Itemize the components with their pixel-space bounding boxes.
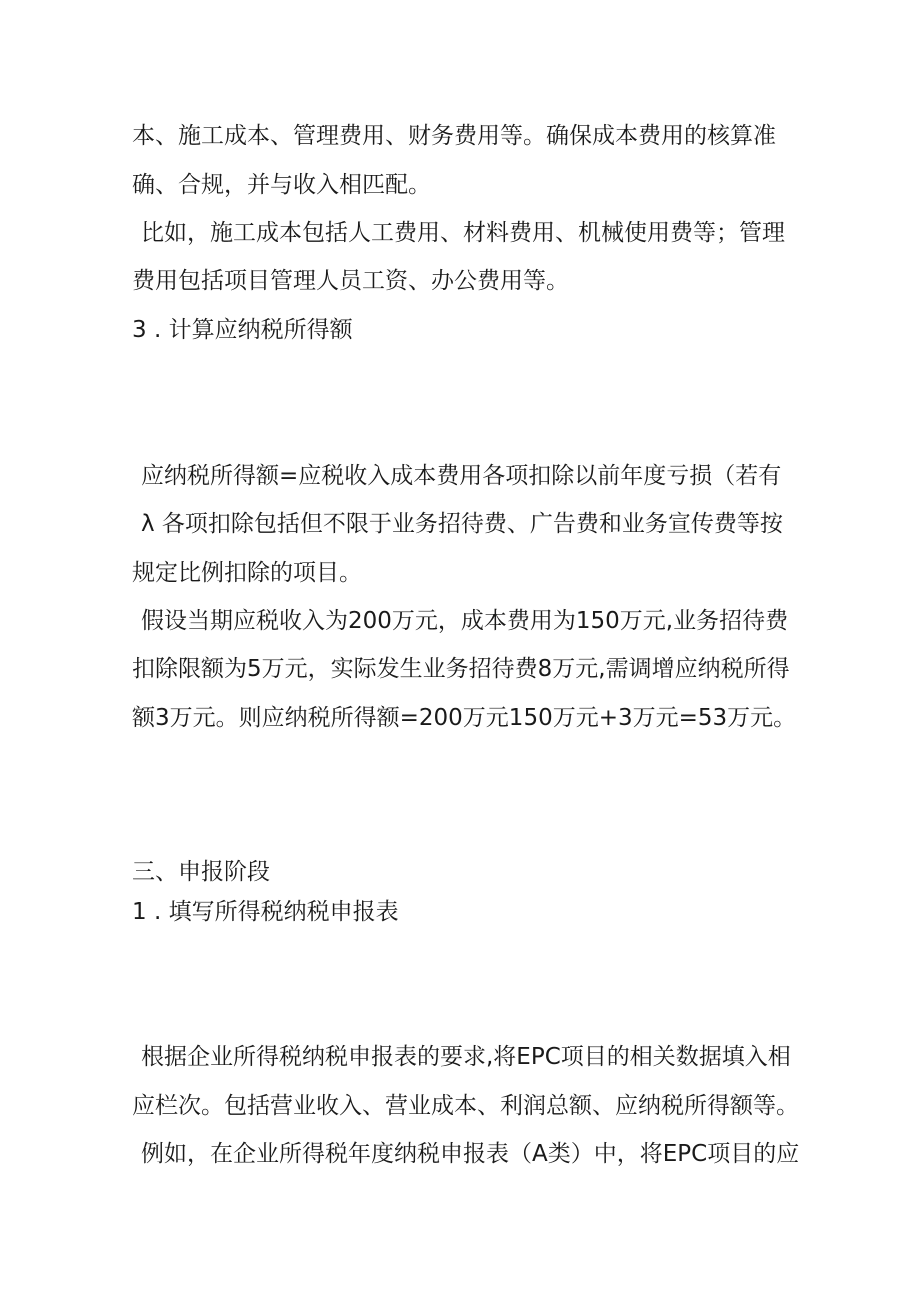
section-heading: 1 . 填写所得税纳税申报表 <box>132 899 399 925</box>
paragraph-line: 扣除限额为5万元，实际发生业务招待费8万元,需调增应纳税所得 <box>132 656 790 682</box>
paragraph-line: 本、施工成本、管理费用、财务费用等。确保成本费用的核算准 <box>132 123 776 149</box>
paragraph-line: 假设当期应税收入为200万元，成本费用为150万元,业务招待费 <box>141 608 789 634</box>
paragraph-line: 确、合规，并与收入相匹配。 <box>132 172 431 198</box>
paragraph-line: 比如，施工成本包括人工费用、材料费用、机械使用费等；管理 <box>141 220 785 246</box>
paragraph-line: λ 各项扣除包括但不限于业务招待费、广告费和业务宣传费等按 <box>141 511 783 537</box>
paragraph-line: 根据企业所得税纳税申报表的要求,将EPC项目的相关数据填入相 <box>141 1044 791 1070</box>
paragraph-line: 规定比例扣除的项目。 <box>132 560 362 586</box>
paragraph-line: 额3万元。则应纳税所得额=200万元150万元+3万元=53万元。 <box>132 705 797 731</box>
paragraph-line: 费用包括项目管理人员工资、办公费用等。 <box>132 268 569 294</box>
chapter-heading: 三、申报阶段 <box>132 859 270 885</box>
paragraph-line: 例如，在企业所得税年度纳税申报表（A类）中，将EPC项目的应 <box>141 1141 800 1167</box>
paragraph-line: 应栏次。包括营业收入、营业成本、利润总额、应纳税所得额等。 <box>132 1093 799 1119</box>
paragraph-line: 应纳税所得额=应税收入成本费用各项扣除以前年度亏损（若有 <box>141 463 782 489</box>
section-heading: 3 . 计算应纳税所得额 <box>132 317 353 343</box>
